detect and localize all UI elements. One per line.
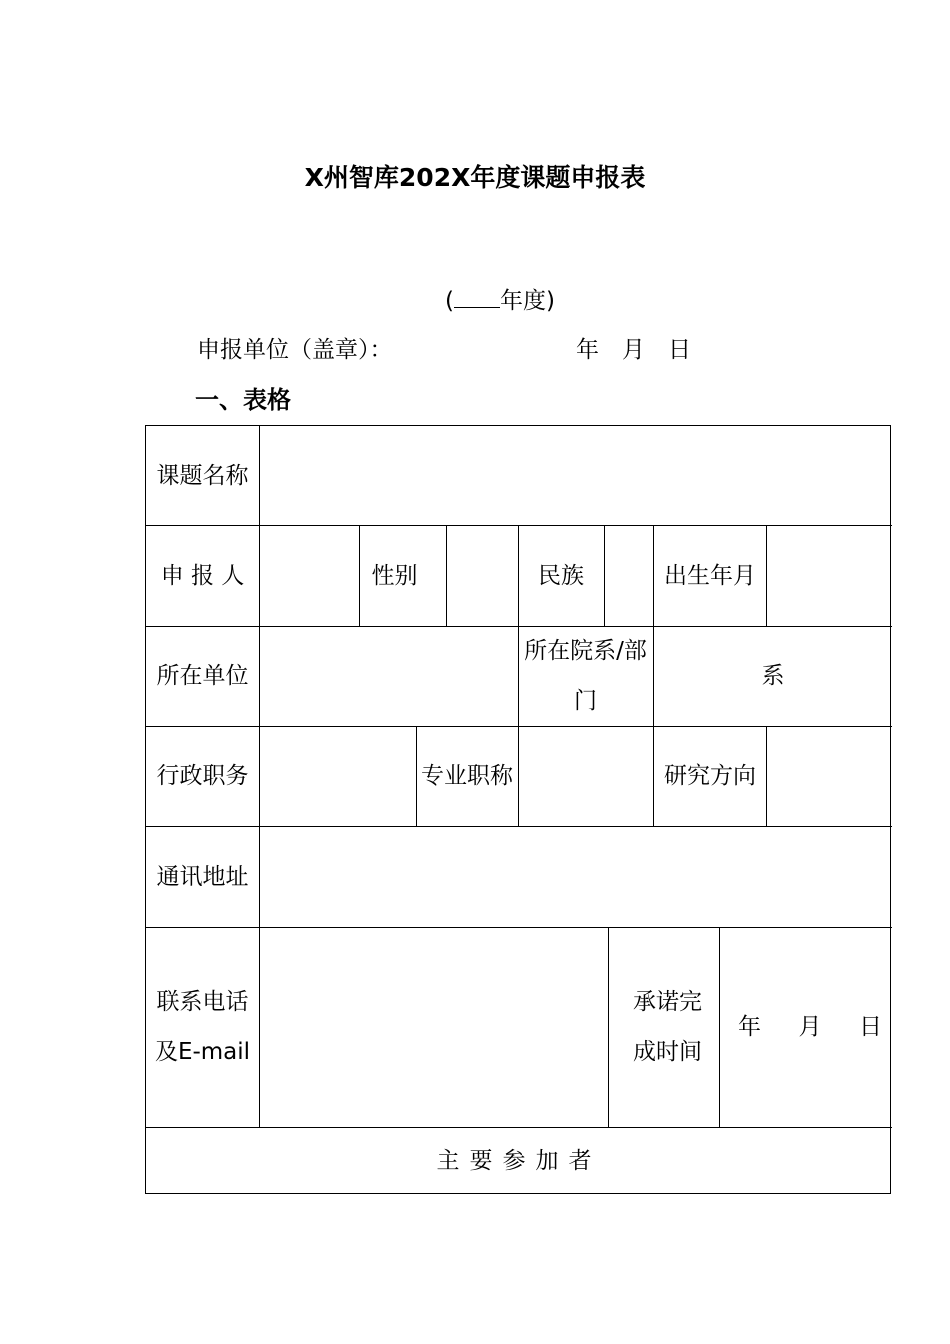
professional-title-label: 专业职称 xyxy=(421,763,513,789)
address-field[interactable] xyxy=(260,826,891,927)
completion-date-field[interactable] xyxy=(720,927,892,1127)
research-direction-label: 研究方向 xyxy=(664,763,756,789)
year-line xyxy=(0,285,950,317)
gender-field[interactable] xyxy=(447,525,518,626)
applicant-date xyxy=(576,334,691,366)
form-title: X州智库202X年度课题申报表 xyxy=(304,163,646,192)
project-name-label: 课题名称 xyxy=(156,462,249,489)
section-heading: 一、表格 xyxy=(195,386,291,414)
year-open-paren: ( xyxy=(445,288,454,314)
work-unit-field[interactable] xyxy=(260,626,518,726)
professional-title-field[interactable] xyxy=(519,726,653,826)
gender-label: 性别 xyxy=(371,562,418,589)
date-month: 月 xyxy=(622,337,645,363)
year-suffix: 年度) xyxy=(500,288,555,314)
contact-label: 联系电话及E-mail xyxy=(154,989,251,1065)
completion-month: 月 xyxy=(798,1014,822,1040)
participants-header: 主要参加者 xyxy=(436,1148,602,1174)
applicant-unit-line xyxy=(197,334,691,366)
birth-date-field[interactable] xyxy=(767,525,891,626)
ethnicity-label: 民族 xyxy=(538,562,584,589)
department-label: 所在院系/部门 xyxy=(524,638,647,714)
year-blank[interactable] xyxy=(454,285,500,308)
contact-field[interactable] xyxy=(260,927,608,1127)
column-divider xyxy=(518,626,519,726)
admin-position-field[interactable] xyxy=(260,726,416,826)
department-suffix: 系 xyxy=(761,663,785,689)
applicant-unit-label: 申报单位（盖章）： xyxy=(197,337,393,363)
column-divider xyxy=(608,927,609,1127)
work-unit-label: 所在单位 xyxy=(156,663,249,689)
date-day: 日 xyxy=(668,337,691,363)
ethnicity-field[interactable] xyxy=(605,525,653,626)
column-divider xyxy=(653,726,654,826)
completion-day: 日 xyxy=(859,1014,882,1040)
column-divider xyxy=(416,726,417,826)
admin-position-label: 行政职务 xyxy=(156,763,249,789)
birth-date-label: 出生年月 xyxy=(664,562,756,589)
applicant-label: 申 报 人 xyxy=(160,562,245,589)
applicant-name-field[interactable] xyxy=(260,525,359,626)
application-form-table xyxy=(145,425,891,1194)
completion-time-label: 承诺完成时间 xyxy=(633,989,702,1065)
completion-year: 年 xyxy=(738,1014,761,1040)
date-year: 年 xyxy=(576,337,599,363)
research-direction-field[interactable] xyxy=(767,726,891,826)
project-name-field[interactable] xyxy=(260,426,891,525)
address-label: 通讯地址 xyxy=(156,863,249,890)
column-divider xyxy=(653,525,654,626)
